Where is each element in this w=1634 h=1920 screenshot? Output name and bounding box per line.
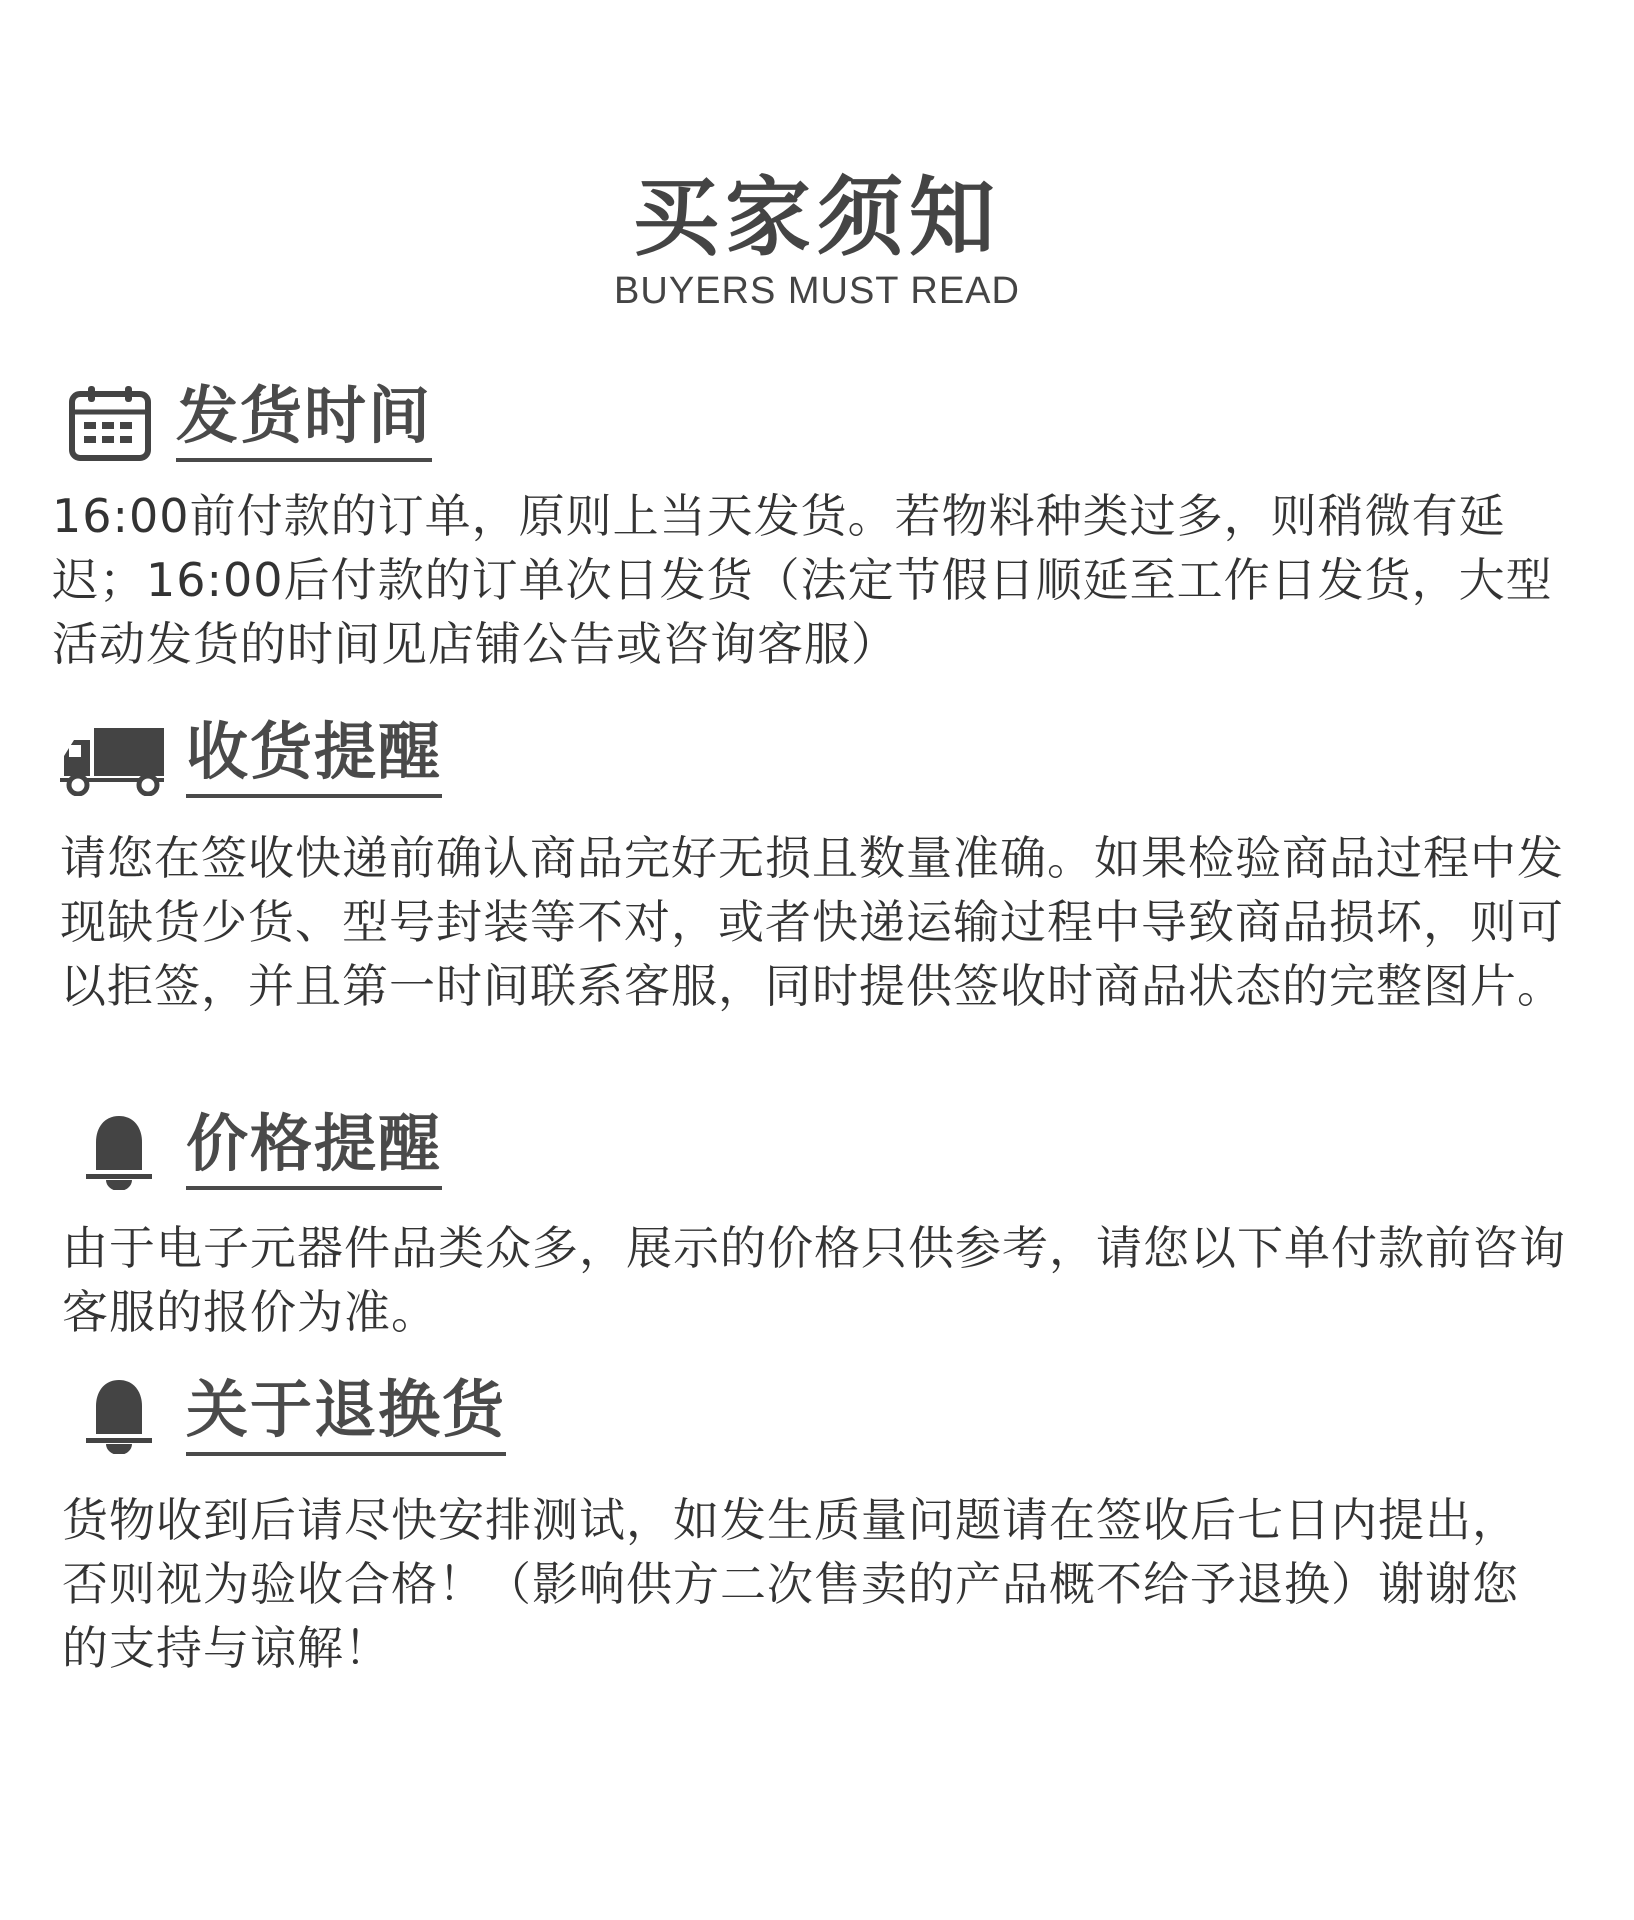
section-body: 请您在签收快递前确认商品完好无损且数量准确。如果检验商品过程中发现缺货少货、型号封装等不对，或者快递运输过程中导致商品损坏，则可以拒签，并且第一时间联系客服，同时提供签收时商品状态的完整图片。 (60, 831, 1564, 1013)
page-subtitle: BUYERS MUST READ (614, 270, 1020, 312)
section-body: 16:00前付款的订单，原则上当天发货。若物料种类过多，则稍微有延迟；16:00后付款的订单次日发货（法定节假日顺延至工作日发货，大型活动发货的时间见店铺公告或咨询客服） (52, 489, 1553, 671)
calendar-icon (68, 384, 152, 462)
section-body: 货物收到后请尽快安排测试，如发生质量问题请在签收后七日内提出，否则视为验收合格！（影响供方二次售卖的产品概不给予退换）谢谢您的支持与谅解！ (62, 1493, 1519, 1675)
section-title: 关于退换货 (186, 1374, 506, 1456)
page-title: 买家须知 (633, 168, 1001, 268)
bell-icon (86, 1114, 152, 1190)
section-title: 发货时间 (176, 380, 432, 462)
section-title: 收货提醒 (186, 716, 442, 798)
section-body: 由于电子元器件品类众多，展示的价格只供参考，请您以下单付款前咨询客服的报价为准。 (62, 1221, 1566, 1339)
bell-icon (86, 1378, 152, 1454)
truck-icon (60, 726, 166, 796)
section-title: 价格提醒 (186, 1108, 442, 1190)
